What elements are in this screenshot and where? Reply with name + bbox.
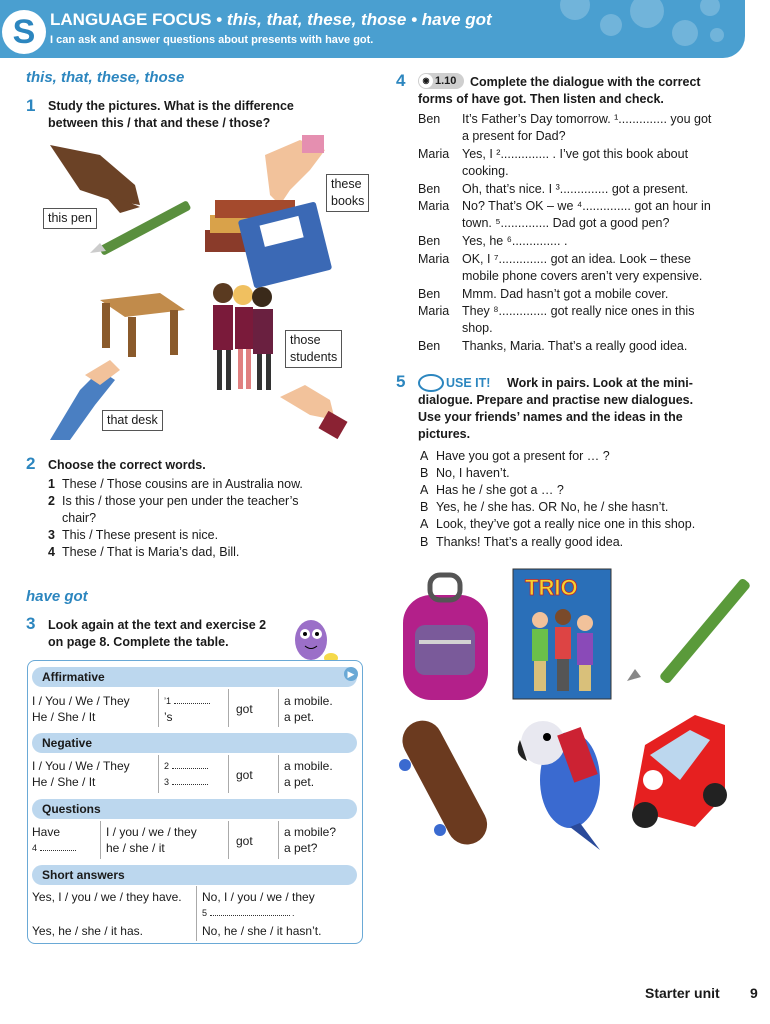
students-icon (213, 283, 273, 390)
books-icon (205, 200, 332, 289)
page-subtitle: I can ask and answer questions about presents with have got. (50, 34, 374, 46)
exercise-4-instruction-a: Complete the dialogue with the correct (470, 75, 701, 89)
speech-bubble-icon (418, 374, 444, 392)
demonstratives-illustration (40, 135, 360, 445)
table-header-affirmative: Affirmative (32, 667, 357, 687)
section-heading-demonstratives: this, that, these, those (26, 69, 185, 86)
gift-ideas-illustration (395, 565, 755, 855)
monster-mascot-icon (285, 606, 345, 666)
toy-car-icon (632, 715, 727, 828)
table-cell: Yes, he / she / it has. (32, 924, 143, 938)
list-item: 2 Is this / those your pen under the teacher’s (48, 494, 299, 508)
table-header-short-answers: Short answers (32, 865, 357, 885)
trio-poster-icon (513, 569, 611, 699)
exercise-3-number: 3 (26, 614, 36, 633)
table-cell: I / You / We / They He / She / It (32, 759, 130, 789)
exercise-2-items (48, 476, 303, 561)
pen-icon (627, 577, 751, 684)
table-cell: a mobile. a pet. (284, 759, 333, 789)
table-cell: a mobile. a pet. (284, 694, 333, 724)
desk-icon (100, 293, 185, 357)
table-cell: got (236, 834, 253, 848)
pen-icon (90, 200, 191, 256)
page-number: 9 (750, 985, 758, 1001)
unit-badge: S (2, 10, 46, 54)
table-cell: I / You / We / They He / She / It (32, 694, 130, 724)
exercise-2-instruction: Choose the correct words. (48, 458, 206, 472)
exercise-5-instruction-a: Work in pairs. Look at the mini- (507, 376, 693, 390)
use-it-label: USE IT! (446, 376, 491, 390)
table-cell: got (236, 768, 253, 782)
table-cell-blank: ’1 ’s (164, 693, 210, 725)
table-cell: a mobile? a pet? (284, 825, 337, 855)
list-item: 3 This / These present is nice. (48, 528, 219, 542)
footer-unit: Starter unit (645, 985, 720, 1001)
audio-icon: ◉ (419, 74, 433, 88)
label-those-students: those students (285, 330, 342, 368)
exercise-1-instruction: Study the pictures. What is the difference between this / that and these / those? (48, 99, 294, 130)
page-title: LANGUAGE FOCUS • this, that, these, those • have got (50, 10, 492, 29)
play-icon[interactable]: ▶ (344, 667, 358, 681)
list-item: 1 These / Those cousins are in Australia now. (48, 477, 303, 491)
section-heading-have-got: have got (26, 588, 88, 605)
have-got-table (27, 660, 363, 944)
list-item: chair? (62, 511, 97, 525)
hand-reaching-icon (265, 135, 325, 205)
table-cell: Yes, I / you / we / they have. (32, 890, 182, 904)
label-this-pen: this pen (43, 208, 97, 229)
label-that-desk: that desk (102, 410, 163, 431)
exercise-5-number: 5 (396, 372, 406, 391)
hand-open-icon (280, 385, 348, 439)
table-cell: No, I / you / we / they 5 . (202, 890, 315, 918)
table-header-negative: Negative (32, 733, 357, 753)
table-cell: Have 4 (32, 824, 76, 856)
table-cell-blank: 2 3 (164, 758, 208, 790)
table-cell: got (236, 702, 253, 716)
skateboard-icon (395, 714, 494, 852)
parrot-icon (518, 721, 600, 850)
exercise-3-instruction: Look again at the text and exercise 2 on page 8. Complete the table. (48, 618, 267, 649)
exercise-1-number: 1 (26, 96, 36, 115)
hand-pointing-icon (50, 145, 140, 213)
svg-text:TRIO: TRIO (525, 575, 578, 600)
table-cell: I / you / we / they he / she / it (106, 825, 197, 855)
table-cell: No, he / she / it hasn’t. (202, 924, 322, 938)
list-item: 4 These / That is Maria’s dad, Bill. (48, 545, 240, 559)
exercise-5-instruction: dialogue. Prepare and practise new dialogues. Use your friends’ names and the ideas in the pictures. (418, 393, 694, 441)
audio-track-button[interactable]: ◉ 1.10 (418, 73, 464, 89)
exercise-2-number: 2 (26, 454, 36, 473)
label-these-books: these books (326, 174, 369, 212)
exercise-4-instruction-b: forms of have got. Then listen and check. (418, 92, 664, 106)
table-header-questions: Questions (32, 799, 357, 819)
backpack-icon (403, 575, 488, 700)
exercise-4-number: 4 (396, 71, 406, 90)
